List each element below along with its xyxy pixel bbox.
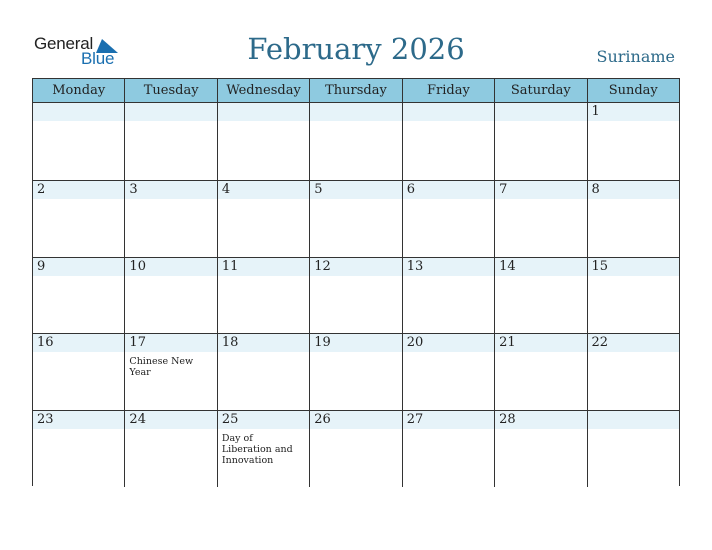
logo-text-blue: Blue (81, 49, 115, 68)
day-number: 19 (314, 335, 331, 351)
day-cell[interactable] (494, 181, 586, 257)
day-number: 2 (37, 181, 46, 197)
day-cell[interactable] (494, 103, 586, 180)
day-cell[interactable] (587, 258, 679, 334)
day-number: 25 (221, 412, 239, 428)
day-cell[interactable] (33, 103, 124, 180)
day-cell[interactable] (309, 181, 401, 257)
day-cell[interactable] (309, 103, 401, 180)
day-number: 20 (406, 335, 424, 351)
day-cell[interactable] (217, 334, 309, 410)
week-row (33, 103, 679, 180)
day-cell[interactable] (587, 103, 679, 180)
week-row (33, 180, 679, 257)
day-cell[interactable] (587, 181, 679, 257)
weekday-header-row (33, 79, 679, 103)
day-cell[interactable] (494, 258, 586, 334)
day-number: 12 (314, 258, 331, 274)
day-number: 27 (406, 412, 424, 428)
day-cell[interactable] (587, 411, 679, 487)
day-number: 17 (129, 335, 146, 351)
weekday-wednesday: Wednesday (217, 79, 309, 102)
holiday-label: Chinese New Year (129, 356, 194, 379)
holiday-label: Day of Liberation and Innovation (221, 433, 293, 467)
day-cell[interactable] (124, 334, 216, 410)
day-cell[interactable] (402, 411, 494, 487)
day-cell[interactable] (309, 334, 401, 410)
day-number: 14 (499, 258, 516, 274)
weekday-tuesday: Tuesday (124, 79, 216, 102)
weekday-monday: Monday (52, 83, 106, 98)
week-row (33, 257, 679, 334)
day-number: 24 (129, 412, 146, 428)
day-cell[interactable] (309, 411, 401, 487)
day-number: 28 (499, 412, 516, 428)
day-number: 9 (37, 258, 46, 274)
calendar-title: February 2026 (247, 32, 465, 66)
country-label: Suriname (596, 47, 675, 66)
day-number: 10 (129, 258, 146, 274)
weekday-friday: Friday (402, 79, 494, 102)
day-number: 22 (591, 335, 609, 351)
day-cell[interactable] (587, 334, 679, 410)
week-row (33, 333, 679, 410)
day-cell[interactable] (309, 258, 401, 334)
day-cell[interactable] (33, 258, 124, 334)
day-number: 11 (221, 258, 239, 274)
day-number: 21 (499, 335, 516, 351)
day-cell[interactable] (402, 103, 494, 180)
day-number: 5 (314, 181, 323, 197)
day-cell[interactable] (402, 258, 494, 334)
day-cell[interactable] (402, 181, 494, 257)
day-number: 1 (591, 104, 600, 119)
day-cell[interactable] (402, 334, 494, 410)
day-cell[interactable] (33, 181, 124, 257)
day-cell[interactable] (217, 103, 309, 180)
logo-text-general: General (34, 34, 94, 53)
day-number: 15 (591, 258, 609, 274)
day-cell[interactable] (124, 181, 216, 257)
day-number: 6 (406, 181, 415, 197)
day-cell[interactable] (494, 411, 586, 487)
day-number: 23 (37, 412, 54, 428)
calendar-weeks (33, 103, 679, 487)
day-number: 26 (314, 412, 331, 428)
day-number: 3 (129, 181, 138, 197)
day-cell[interactable] (494, 334, 586, 410)
day-cell[interactable] (124, 103, 216, 180)
weekday-saturday: Saturday (494, 79, 586, 102)
day-cell[interactable] (33, 334, 124, 410)
day-number: 8 (591, 181, 600, 197)
day-cell[interactable] (217, 181, 309, 257)
weekday-sunday: Sunday (587, 79, 679, 102)
day-number: 18 (221, 335, 239, 351)
day-cell[interactable] (33, 411, 124, 487)
day-cell[interactable] (217, 411, 309, 487)
day-number: 7 (499, 181, 508, 197)
day-cell[interactable] (124, 411, 216, 487)
day-cell[interactable] (124, 258, 216, 334)
weekday-thursday: Thursday (309, 79, 401, 102)
day-number: 16 (37, 335, 54, 351)
day-number: 13 (406, 258, 424, 274)
day-number: 4 (221, 181, 231, 197)
week-row (33, 410, 679, 487)
calendar-grid (32, 78, 680, 486)
day-cell[interactable] (217, 258, 309, 334)
